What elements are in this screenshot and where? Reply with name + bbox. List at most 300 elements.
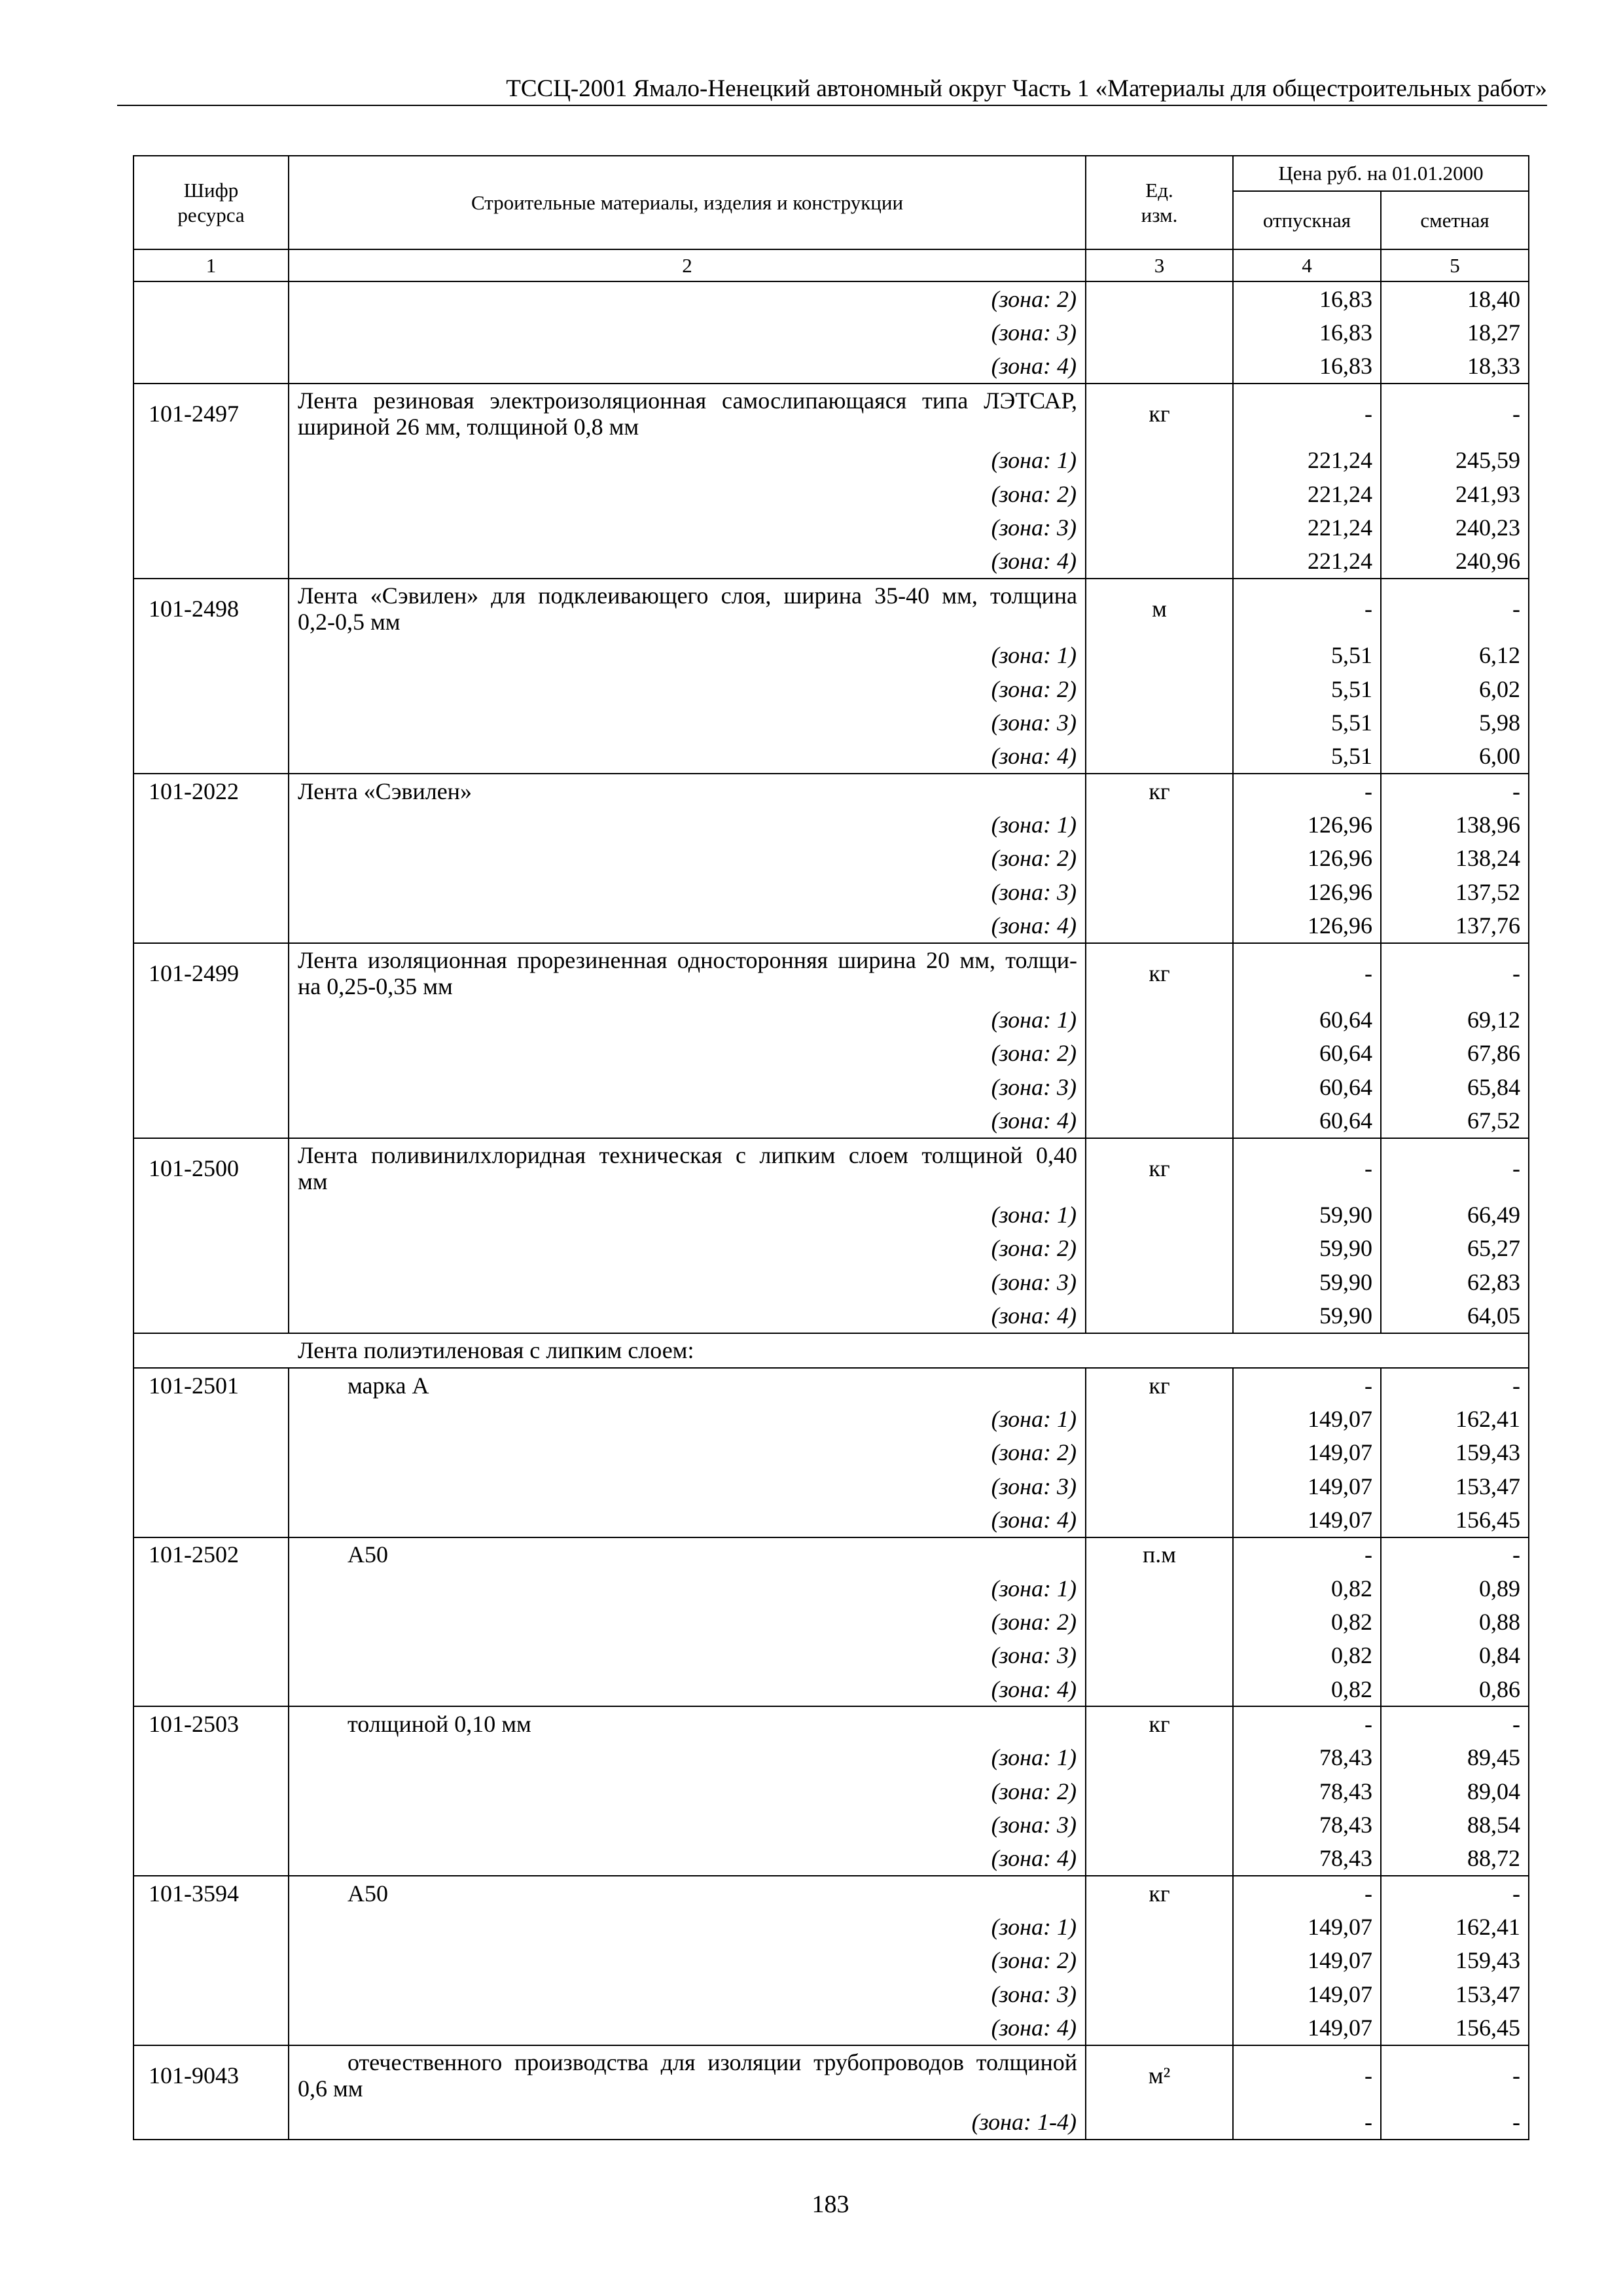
empty-cell — [134, 545, 289, 579]
empty-cell — [1086, 1605, 1233, 1638]
empty-cell — [134, 1741, 289, 1774]
release-price-cell: 126,96 — [1233, 808, 1381, 841]
item-row — [134, 943, 1529, 1003]
header-line: ресурса — [177, 203, 245, 226]
zone-label-cell: (зона: 3) — [289, 1639, 1086, 1672]
empty-cell — [1086, 1503, 1233, 1537]
release-price-cell: 59,90 — [1233, 1265, 1381, 1299]
empty-cell — [134, 1265, 289, 1299]
empty-cell — [1086, 545, 1233, 579]
release-price-cell: 16,83 — [1233, 315, 1381, 349]
group-row — [134, 1333, 1529, 1368]
release-price-cell: 5,51 — [1233, 706, 1381, 739]
estimate-price-cell: 88,54 — [1381, 1808, 1529, 1841]
resource-code-cell: 101-2497 — [134, 384, 289, 444]
empty-cell — [1086, 477, 1233, 511]
unit-cell: кг — [1086, 1706, 1233, 1740]
release-price-cell: 0,82 — [1233, 1605, 1381, 1638]
material-description-cell — [289, 384, 1086, 444]
column-number: 5 — [1381, 249, 1529, 281]
empty-cell — [1086, 315, 1233, 349]
zone-label-cell: (зона: 4) — [289, 545, 1086, 579]
empty-cell — [134, 1977, 289, 2011]
item-row — [134, 1138, 1529, 1198]
empty-cell — [134, 1808, 289, 1841]
estimate-price-cell: 6,02 — [1381, 672, 1529, 706]
resource-code-cell: 101-2499 — [134, 943, 289, 1003]
empty-cell — [134, 740, 289, 774]
estimate-price-cell: 159,43 — [1381, 1944, 1529, 1977]
estimate-price-cell: - — [1381, 1537, 1529, 1571]
empty-cell — [1086, 1436, 1233, 1469]
zone-row — [134, 545, 1529, 579]
item-row — [134, 2045, 1529, 2106]
zone-label-cell: (зона: 2) — [289, 672, 1086, 706]
empty-cell — [1086, 1672, 1233, 1706]
release-price-cell: 59,90 — [1233, 1198, 1381, 1231]
empty-cell — [1086, 511, 1233, 544]
material-description-cell — [289, 1138, 1086, 1198]
zone-label-cell: (зона: 3) — [289, 511, 1086, 544]
release-price-cell: 60,64 — [1233, 1037, 1381, 1070]
zone-row — [134, 706, 1529, 739]
empty-cell — [134, 1232, 289, 1265]
release-price-cell: - — [1233, 943, 1381, 1003]
release-price-cell: - — [1233, 1706, 1381, 1740]
zone-row — [134, 1808, 1529, 1841]
zone-row — [134, 1944, 1529, 1977]
zone-row — [134, 1299, 1529, 1333]
empty-cell — [1086, 639, 1233, 672]
empty-cell — [1086, 1232, 1233, 1265]
empty-cell — [134, 1571, 289, 1605]
empty-cell — [1086, 2105, 1233, 2139]
empty-cell — [1086, 1977, 1233, 2011]
empty-cell — [134, 908, 289, 942]
release-price-cell: 78,43 — [1233, 1774, 1381, 1808]
price-table — [133, 155, 1529, 2140]
unit-cell: м² — [1086, 2045, 1233, 2106]
zone-row — [134, 1103, 1529, 1138]
release-price-cell: 78,43 — [1233, 1808, 1381, 1841]
estimate-price-cell: 18,27 — [1381, 315, 1529, 349]
release-price-cell: 59,90 — [1233, 1232, 1381, 1265]
description-line: 0,6 мм — [298, 2075, 363, 2102]
header-line: Ед. — [1145, 178, 1173, 202]
zone-label-cell: (зона: 2) — [289, 477, 1086, 511]
empty-cell — [1086, 1741, 1233, 1774]
description-line: Лента поливинилхлоридная техническая с липким слоем толщиной 0,40 — [298, 1141, 1077, 1168]
release-price-cell: - — [1233, 1138, 1381, 1198]
estimate-price-cell: 245,59 — [1381, 444, 1529, 477]
release-price-cell: - — [1233, 1368, 1381, 1402]
zone-label-cell: (зона: 4) — [289, 1842, 1086, 1876]
estimate-price-cell: 6,12 — [1381, 639, 1529, 672]
empty-cell — [134, 1605, 289, 1638]
estimate-price-cell: 18,40 — [1381, 281, 1529, 315]
empty-cell — [134, 511, 289, 544]
estimate-price-cell: - — [1381, 1138, 1529, 1198]
release-price-cell: 5,51 — [1233, 740, 1381, 774]
empty-cell — [1086, 1808, 1233, 1841]
zone-row — [134, 1842, 1529, 1876]
empty-cell — [134, 1639, 289, 1672]
release-price-cell: 60,64 — [1233, 1003, 1381, 1036]
estimate-price-cell: 138,96 — [1381, 808, 1529, 841]
release-price-cell: - — [1233, 2045, 1381, 2106]
material-description-cell — [289, 1706, 1086, 1740]
header-rule — [117, 105, 1547, 106]
release-price-cell: 149,07 — [1233, 1503, 1381, 1537]
empty-cell — [1086, 1571, 1233, 1605]
empty-cell — [134, 1103, 289, 1138]
empty-cell — [134, 1402, 289, 1435]
empty-cell — [134, 1299, 289, 1333]
zone-row — [134, 1571, 1529, 1605]
empty-cell — [1086, 2011, 1233, 2045]
release-price-cell: - — [1233, 774, 1381, 808]
zone-row — [134, 2105, 1529, 2139]
release-price-cell: 0,82 — [1233, 1639, 1381, 1672]
column-number: 4 — [1233, 249, 1381, 281]
estimate-price-cell: 0,84 — [1381, 1639, 1529, 1672]
estimate-price-cell: 241,93 — [1381, 477, 1529, 511]
empty-cell — [1086, 1469, 1233, 1503]
description-line: 0,2-0,5 мм — [298, 609, 401, 636]
zone-label-cell: (зона: 3) — [289, 315, 1086, 349]
zone-row — [134, 875, 1529, 908]
estimate-price-cell: 6,00 — [1381, 740, 1529, 774]
estimate-price-header: сметная — [1381, 191, 1529, 249]
release-price-cell: - — [1233, 1537, 1381, 1571]
item-row — [134, 1368, 1529, 1402]
zone-row — [134, 1672, 1529, 1706]
zone-label-cell: (зона: 4) — [289, 1299, 1086, 1333]
zone-label-cell: (зона: 1) — [289, 444, 1086, 477]
zone-label-cell: (зона: 3) — [289, 1469, 1086, 1503]
zone-row — [134, 1436, 1529, 1469]
release-price-cell: 149,07 — [1233, 1944, 1381, 1977]
empty-cell — [134, 1469, 289, 1503]
release-price-cell: 149,07 — [1233, 1977, 1381, 2011]
zone-label-cell: (зона: 4) — [289, 2011, 1086, 2045]
estimate-price-cell: 162,41 — [1381, 1910, 1529, 1943]
empty-cell — [134, 1503, 289, 1537]
column-number: 2 — [289, 249, 1086, 281]
release-price-cell: - — [1233, 2105, 1381, 2139]
release-price-cell: 16,83 — [1233, 281, 1381, 315]
empty-cell — [134, 706, 289, 739]
estimate-price-cell: 0,88 — [1381, 1605, 1529, 1638]
zone-label-cell: (зона: 2) — [289, 1774, 1086, 1808]
empty-cell — [1086, 1910, 1233, 1943]
zone-row — [134, 511, 1529, 544]
zone-row — [134, 639, 1529, 672]
release-price-cell: 126,96 — [1233, 842, 1381, 875]
material-header: Строительные материалы, изделия и конструкции — [289, 156, 1086, 249]
empty-cell — [134, 1436, 289, 1469]
estimate-price-cell: - — [1381, 774, 1529, 808]
zone-row — [134, 2011, 1529, 2045]
zone-label-cell: (зона: 1) — [289, 1198, 1086, 1231]
empty-cell — [1086, 350, 1233, 384]
description-line: Лента «Сэвилен» для подклеивающего слоя, ширина 35-40 мм, толщина — [298, 583, 1077, 609]
zone-row — [134, 1741, 1529, 1774]
unit-cell: п.м — [1086, 1537, 1233, 1571]
empty-cell — [134, 1198, 289, 1231]
description-line: отечественного производства для изоляции трубопроводов толщиной — [348, 2049, 1077, 2076]
empty-cell — [1086, 1402, 1233, 1435]
release-price-cell: 149,07 — [1233, 1402, 1381, 1435]
estimate-price-cell: - — [1381, 579, 1529, 639]
estimate-price-cell: 240,23 — [1381, 511, 1529, 544]
zone-row — [134, 1037, 1529, 1070]
empty-cell — [1086, 1103, 1233, 1138]
empty-cell — [134, 350, 289, 384]
release-price-cell: 221,24 — [1233, 444, 1381, 477]
zone-row — [134, 1469, 1529, 1503]
zone-row — [134, 1070, 1529, 1103]
material-description-cell — [289, 2045, 1086, 2106]
zone-label-cell: (зона: 2) — [289, 1436, 1086, 1469]
release-price-cell: 60,64 — [1233, 1103, 1381, 1138]
group-heading-cell: Лента полиэтиленовая с липким слоем: — [134, 1333, 1529, 1368]
resource-code-cell: 101-3594 — [134, 1876, 289, 1910]
description-line: А50 — [348, 1541, 388, 1568]
zone-label-cell: (зона: 4) — [289, 350, 1086, 384]
empty-cell — [134, 1910, 289, 1943]
zone-row — [134, 477, 1529, 511]
estimate-price-cell: - — [1381, 384, 1529, 444]
empty-cell — [1086, 842, 1233, 875]
empty-cell — [1086, 706, 1233, 739]
release-price-cell: 59,90 — [1233, 1299, 1381, 1333]
empty-cell — [134, 1774, 289, 1808]
material-description-cell — [289, 1537, 1086, 1571]
estimate-price-cell: 156,45 — [1381, 1503, 1529, 1537]
resource-code-cell: 101-2503 — [134, 1706, 289, 1740]
column-number: 3 — [1086, 249, 1233, 281]
zone-label-cell: (зона: 2) — [289, 842, 1086, 875]
unit-header — [1086, 156, 1233, 249]
empty-cell — [1086, 808, 1233, 841]
release-price-cell: 78,43 — [1233, 1741, 1381, 1774]
estimate-price-cell: 67,52 — [1381, 1103, 1529, 1138]
release-price-cell: - — [1233, 384, 1381, 444]
estimate-price-cell: 156,45 — [1381, 2011, 1529, 2045]
zone-label-cell: (зона: 2) — [289, 1037, 1086, 1070]
zone-label-cell: (зона: 2) — [289, 1944, 1086, 1977]
empty-cell — [1086, 281, 1233, 315]
estimate-price-cell: - — [1381, 943, 1529, 1003]
estimate-price-cell: 67,86 — [1381, 1037, 1529, 1070]
zone-label-cell: (зона: 3) — [289, 1265, 1086, 1299]
unit-cell: кг — [1086, 384, 1233, 444]
empty-cell — [1086, 1198, 1233, 1231]
header-row — [134, 156, 1529, 191]
empty-cell — [1086, 672, 1233, 706]
item-row — [134, 774, 1529, 808]
estimate-price-cell: 64,05 — [1381, 1299, 1529, 1333]
zone-label-cell: (зона: 2) — [289, 1605, 1086, 1638]
empty-cell — [1086, 908, 1233, 942]
description-line: марка А — [348, 1372, 429, 1399]
zone-label-cell: (зона: 3) — [289, 875, 1086, 908]
release-price-cell: 78,43 — [1233, 1842, 1381, 1876]
description-line: на 0,25-0,35 мм — [298, 973, 453, 999]
estimate-price-cell: 18,33 — [1381, 350, 1529, 384]
zone-row — [134, 1198, 1529, 1231]
release-price-cell: 5,51 — [1233, 672, 1381, 706]
estimate-price-cell: - — [1381, 1368, 1529, 1402]
empty-cell — [134, 1944, 289, 1977]
estimate-price-cell: 5,98 — [1381, 706, 1529, 739]
material-description-cell — [289, 1368, 1086, 1402]
item-row — [134, 1706, 1529, 1740]
zone-label-cell: (зона: 1-4) — [289, 2105, 1086, 2139]
empty-cell — [1086, 1070, 1233, 1103]
zone-label-cell: (зона: 2) — [289, 1232, 1086, 1265]
zone-row — [134, 1774, 1529, 1808]
resource-code-cell: 101-2498 — [134, 579, 289, 639]
header-line: Шифр — [183, 178, 239, 202]
estimate-price-cell: 159,43 — [1381, 1436, 1529, 1469]
estimate-price-cell: 66,49 — [1381, 1198, 1529, 1231]
zone-label-cell: (зона: 1) — [289, 1402, 1086, 1435]
description-line: Лента «Сэвилен» — [298, 778, 472, 804]
resource-code-header — [134, 156, 289, 249]
material-description-cell — [289, 579, 1086, 639]
empty-cell — [134, 477, 289, 511]
estimate-price-cell: 137,52 — [1381, 875, 1529, 908]
release-price-cell: 0,82 — [1233, 1672, 1381, 1706]
zone-row — [134, 808, 1529, 841]
empty-cell — [134, 1003, 289, 1036]
zone-row — [134, 1003, 1529, 1036]
zone-row — [134, 281, 1529, 315]
release-price-cell: 149,07 — [1233, 2011, 1381, 2045]
zone-row — [134, 350, 1529, 384]
release-price-cell: 126,96 — [1233, 908, 1381, 942]
page-header: ТССЦ-2001 Ямало-Ненецкий автономный округ Часть 1 «Материалы для общестроительных работ» — [506, 75, 1547, 102]
empty-cell — [134, 1070, 289, 1103]
zone-row — [134, 1605, 1529, 1638]
zone-label-cell: (зона: 3) — [289, 1070, 1086, 1103]
release-price-header: отпускная — [1233, 191, 1381, 249]
estimate-price-cell: 138,24 — [1381, 842, 1529, 875]
release-price-cell: 149,07 — [1233, 1436, 1381, 1469]
zone-label-cell: (зона: 4) — [289, 908, 1086, 942]
zone-row — [134, 1503, 1529, 1537]
empty-cell — [1086, 1774, 1233, 1808]
resource-code-cell: 101-2022 — [134, 774, 289, 808]
zone-label-cell: (зона: 3) — [289, 1808, 1086, 1841]
description-line: толщиной 0,10 мм — [348, 1711, 531, 1738]
release-price-cell: 221,24 — [1233, 511, 1381, 544]
empty-cell — [134, 672, 289, 706]
estimate-price-cell: 89,45 — [1381, 1741, 1529, 1774]
release-price-cell: 221,24 — [1233, 477, 1381, 511]
description-line: Лента изоляционная прорезиненная односторонняя ширина 20 мм, толщи- — [298, 946, 1077, 973]
table-header — [134, 156, 1529, 281]
estimate-price-cell: 162,41 — [1381, 1402, 1529, 1435]
release-price-cell: 60,64 — [1233, 1070, 1381, 1103]
empty-cell — [1086, 1842, 1233, 1876]
description-line: мм — [298, 1168, 328, 1194]
empty-cell — [1086, 1944, 1233, 1977]
unit-cell: кг — [1086, 1876, 1233, 1910]
unit-cell: м — [1086, 579, 1233, 639]
zone-row — [134, 908, 1529, 942]
zone-row — [134, 315, 1529, 349]
release-price-cell: 126,96 — [1233, 875, 1381, 908]
zone-row — [134, 842, 1529, 875]
zone-label-cell: (зона: 1) — [289, 639, 1086, 672]
item-row — [134, 579, 1529, 639]
empty-cell — [1086, 444, 1233, 477]
empty-cell — [134, 315, 289, 349]
empty-cell — [134, 2105, 289, 2139]
empty-cell — [134, 639, 289, 672]
zone-label-cell: (зона: 3) — [289, 706, 1086, 739]
unit-cell: кг — [1086, 774, 1233, 808]
empty-cell — [1086, 1639, 1233, 1672]
estimate-price-cell: 153,47 — [1381, 1469, 1529, 1503]
empty-cell — [134, 808, 289, 841]
estimate-price-cell: 69,12 — [1381, 1003, 1529, 1036]
zone-row — [134, 1910, 1529, 1943]
column-number-row — [134, 249, 1529, 281]
material-description-cell — [289, 1876, 1086, 1910]
page-number: 183 — [812, 2191, 849, 2218]
release-price-cell: 149,07 — [1233, 1469, 1381, 1503]
release-price-cell: 5,51 — [1233, 639, 1381, 672]
item-row — [134, 1876, 1529, 1910]
release-price-cell: 221,24 — [1233, 545, 1381, 579]
resource-code-cell: 101-2501 — [134, 1368, 289, 1402]
material-description-cell — [289, 943, 1086, 1003]
zone-row — [134, 672, 1529, 706]
estimate-price-cell: 88,72 — [1381, 1842, 1529, 1876]
unit-cell: кг — [1086, 943, 1233, 1003]
zone-label-cell: (зона: 1) — [289, 1571, 1086, 1605]
header-line: изм. — [1141, 203, 1178, 226]
zone-row — [134, 1639, 1529, 1672]
empty-cell — [1086, 875, 1233, 908]
empty-cell — [134, 1672, 289, 1706]
zone-label-cell: (зона: 1) — [289, 1741, 1086, 1774]
zone-label-cell: (зона: 4) — [289, 1503, 1086, 1537]
estimate-price-cell: 0,86 — [1381, 1672, 1529, 1706]
estimate-price-cell: 65,84 — [1381, 1070, 1529, 1103]
zone-row — [134, 740, 1529, 774]
empty-cell — [134, 2011, 289, 2045]
zone-label-cell: (зона: 1) — [289, 1003, 1086, 1036]
estimate-price-cell: 65,27 — [1381, 1232, 1529, 1265]
estimate-price-cell: 0,89 — [1381, 1571, 1529, 1605]
empty-cell — [134, 1037, 289, 1070]
zone-label-cell: (зона: 1) — [289, 808, 1086, 841]
empty-cell — [134, 281, 289, 315]
zone-label-cell: (зона: 4) — [289, 1672, 1086, 1706]
zone-label-cell: (зона: 2) — [289, 281, 1086, 315]
resource-code-cell: 101-2500 — [134, 1138, 289, 1198]
description-line: А50 — [348, 1880, 388, 1907]
unit-cell: кг — [1086, 1138, 1233, 1198]
estimate-price-cell: - — [1381, 2045, 1529, 2106]
estimate-price-cell: - — [1381, 1876, 1529, 1910]
estimate-price-cell: 240,96 — [1381, 545, 1529, 579]
